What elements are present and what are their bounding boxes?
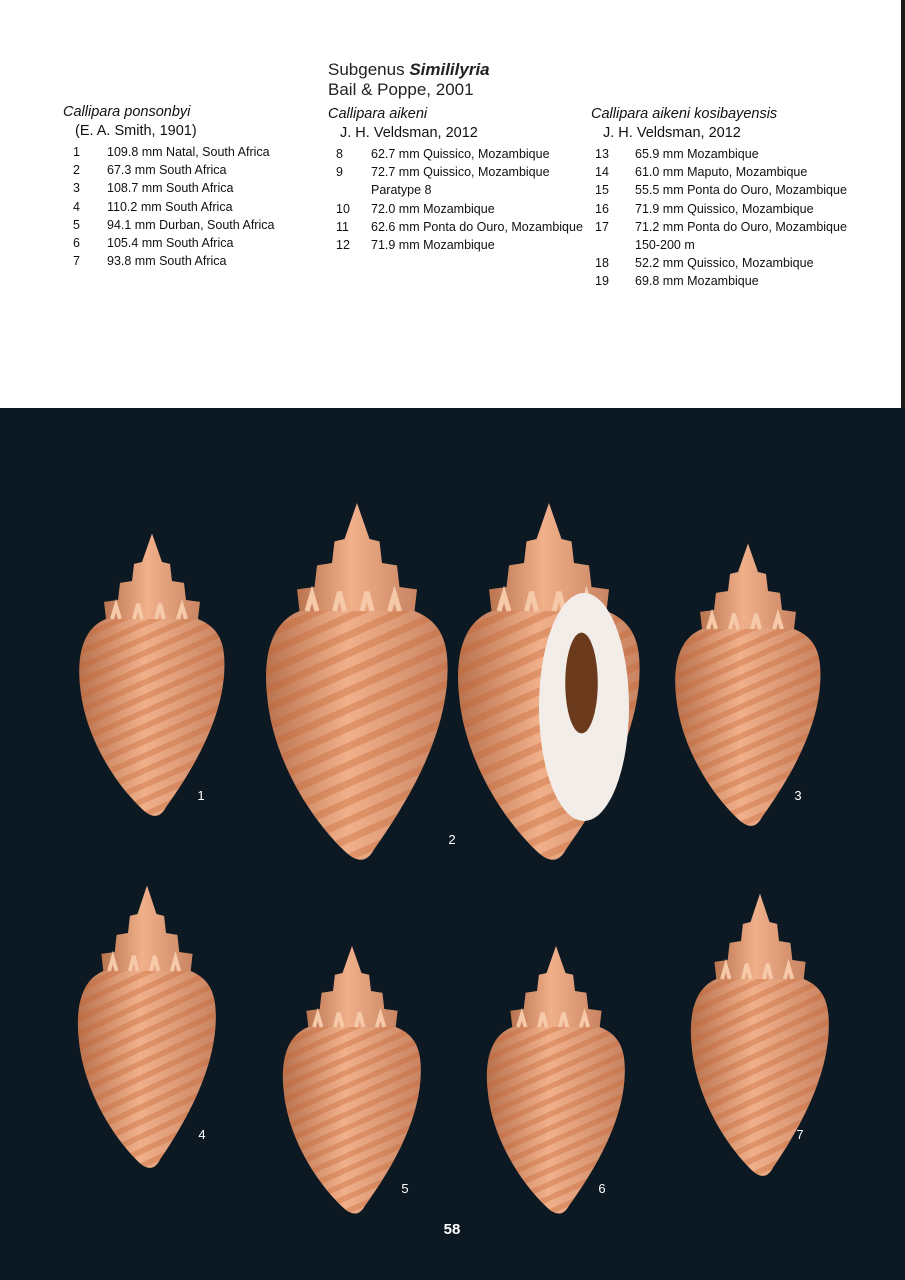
shell-figure-2b <box>458 503 640 860</box>
entry-number: 7 <box>73 254 80 269</box>
entry-description: 110.2 mm South Africa <box>107 199 233 214</box>
subgenus-line <box>328 60 490 80</box>
figure-label-4: 4 <box>198 1127 206 1142</box>
entry-number: 1 <box>73 145 80 159</box>
entry-description: 108.7 mm South Africa <box>107 181 234 196</box>
entry-description: 67.3 mm South Africa <box>107 163 227 178</box>
specimen-entry <box>63 234 313 252</box>
specimen-entry <box>63 252 313 270</box>
specimen-entry <box>591 272 861 290</box>
entry-description: 69.8 mm Mozambique <box>635 274 759 289</box>
entry-description: 55.5 mm Ponta do Ouro, Mozambique <box>635 183 847 198</box>
shell-figure-1 <box>79 534 224 816</box>
specimen-entry <box>591 218 861 254</box>
entry-number: 19 <box>595 274 609 289</box>
entry-description: 72.0 mm Mozambique <box>371 201 495 216</box>
specimen-entry <box>591 254 861 272</box>
entry-number: 15 <box>595 183 609 198</box>
figure-label-6: 6 <box>598 1181 606 1196</box>
entry-description: 105.4 mm South Africa <box>107 236 234 251</box>
entry-description: 71.9 mm Mozambique <box>371 238 495 253</box>
subgenus-prefix: Subgenus <box>328 60 405 79</box>
entry-description: 71.2 mm Ponta do Ouro, Mozambique 150-200 m <box>635 219 847 253</box>
species-column-kosibayensis <box>591 103 861 291</box>
entry-description: 61.0 mm Maputo, Mozambique <box>635 165 808 180</box>
species-name: Callipara ponsonbyi <box>63 104 191 120</box>
shell-figure-5 <box>283 946 421 1214</box>
specimen-entry <box>63 179 313 197</box>
entry-number: 11 <box>336 219 349 234</box>
entry-number: 13 <box>595 147 609 161</box>
shell-figure-4 <box>78 886 216 1168</box>
species-author: J. H. Veldsman, 2012 <box>340 125 478 141</box>
specimen-entry <box>591 163 861 181</box>
entry-description: 93.8 mm South Africa <box>107 254 227 269</box>
entry-number: 3 <box>73 181 80 196</box>
species-column-aikeni <box>328 103 588 254</box>
entry-number: 10 <box>336 201 350 216</box>
entry-number: 8 <box>336 147 343 161</box>
entry-number: 17 <box>595 219 609 234</box>
shell-photo-plate <box>0 408 905 1280</box>
specimen-entry <box>63 216 313 234</box>
entry-description: 65.9 mm Mozambique <box>635 147 759 161</box>
specimen-entry <box>328 145 588 163</box>
specimen-entry <box>328 236 588 254</box>
specimen-entry <box>591 200 861 218</box>
species-author: (E. A. Smith, 1901) <box>75 123 197 139</box>
entry-number: 9 <box>336 165 343 180</box>
entry-number: 12 <box>336 238 350 253</box>
page-number: 58 <box>443 1221 461 1238</box>
entry-description: 62.7 mm Quissico, Mozambique <box>371 147 550 161</box>
shell-aperture-inner <box>565 633 598 734</box>
specimen-entry <box>328 163 588 199</box>
figure-label-5: 5 <box>401 1181 409 1196</box>
subgenus-author: Bail & Poppe, 2001 <box>328 80 474 99</box>
entry-description: 109.8 mm Natal, South Africa <box>107 145 270 159</box>
entry-number: 6 <box>73 236 80 251</box>
specimen-entry <box>63 198 313 216</box>
shell-figure-3 <box>675 544 820 826</box>
species-name: Callipara aikeni kosibayensis <box>591 106 778 122</box>
shell-figure-2a <box>266 503 448 860</box>
specimen-entry <box>591 181 861 199</box>
entry-number: 16 <box>595 201 609 216</box>
entry-description: 72.7 mm Quissico, Mozambique Paratype 8 <box>371 165 550 198</box>
entry-number: 14 <box>595 165 609 180</box>
shell-figure-6 <box>487 946 625 1214</box>
specimen-entry <box>328 218 588 236</box>
entry-number: 4 <box>73 199 80 214</box>
entry-description: 62.6 mm Ponta do Ouro, Mozambique <box>371 219 583 234</box>
species-name: Callipara aikeni <box>328 106 428 122</box>
figure-label-7: 7 <box>796 1127 804 1142</box>
entry-number: 2 <box>73 163 80 178</box>
specimen-entry <box>63 161 313 179</box>
figure-label-3: 3 <box>794 788 802 803</box>
specimen-entry <box>591 145 861 163</box>
entry-description: 94.1 mm Durban, South Africa <box>107 217 275 232</box>
figure-label-2: 2 <box>448 832 456 847</box>
page-edge-rule <box>901 0 905 408</box>
entry-number: 18 <box>595 256 609 271</box>
figure-label-1: 1 <box>197 788 205 803</box>
subgenus-name: Simililyria <box>409 60 490 79</box>
entry-number: 5 <box>73 217 80 232</box>
section-heading <box>328 60 490 99</box>
specimen-entry <box>328 200 588 218</box>
specimen-entry <box>63 143 313 161</box>
species-author: J. H. Veldsman, 2012 <box>603 125 741 141</box>
species-column-ponsonbyi <box>63 103 313 270</box>
entry-description: 52.2 mm Quissico, Mozambique <box>635 256 814 271</box>
entry-description: 71.9 mm Quissico, Mozambique <box>635 201 814 216</box>
